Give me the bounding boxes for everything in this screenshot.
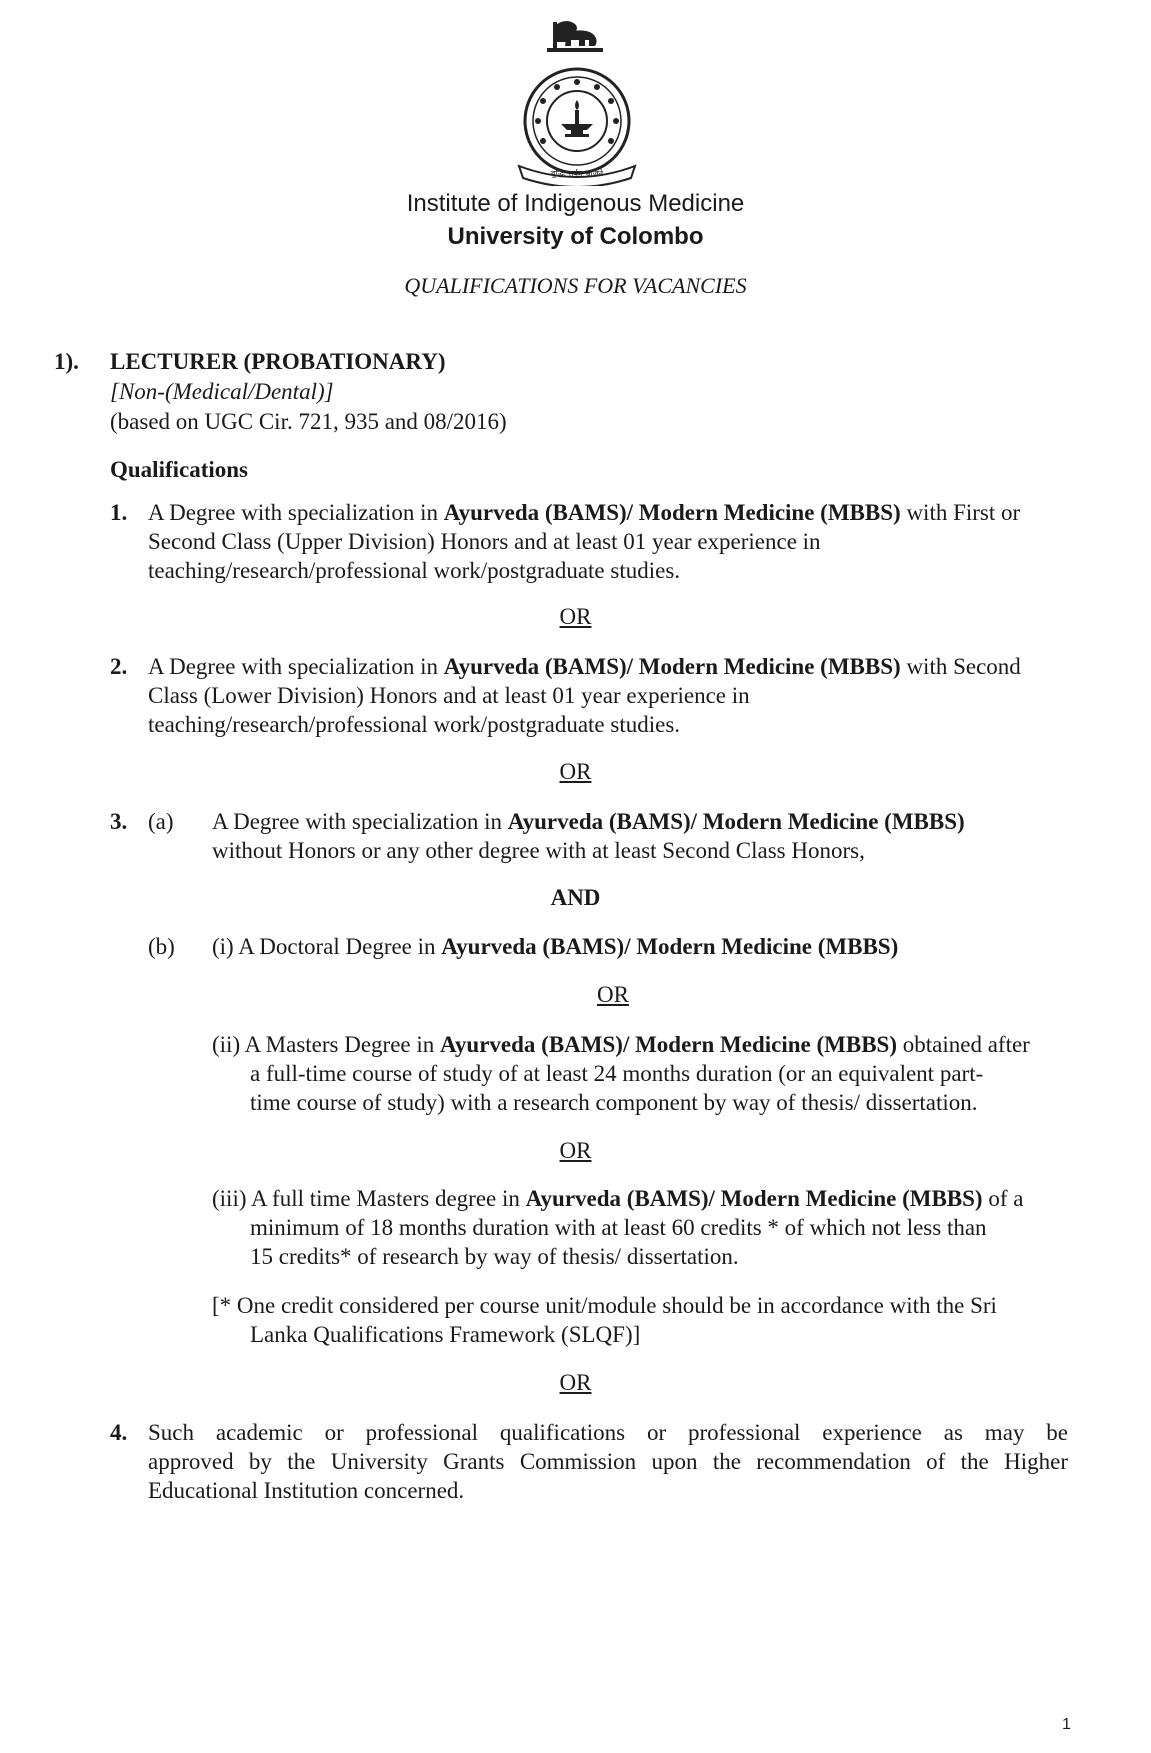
and-separator: AND (550, 885, 601, 910)
or-separator: OR (559, 1138, 592, 1163)
item-3a-label: (a) (148, 809, 174, 834)
item-4-line-2: approved by the University Grants Commission upon the recommendation of the Higher (148, 1449, 1068, 1474)
item-4-line-3: Educational Institution concerned. (148, 1478, 465, 1503)
item-3b-ii-line-1: (ii) A Masters Degree in Ayurveda (BAMS)/ Modern Medicine (MBBS) obtained after (212, 1032, 1030, 1057)
item-2-line-3: teaching/research/professional work/postgraduate studies. (148, 712, 681, 737)
item-3-number: 3. (110, 809, 128, 834)
item-3b-iii-line-3: 15 credits* of research by way of thesis/ dissertation. (250, 1244, 739, 1269)
institute-name: Institute of Indigenous Medicine (406, 190, 745, 217)
specialization-text: Ayurveda (BAMS)/ Modern Medicine (MBBS) (443, 654, 901, 679)
university-name: University of Colombo (447, 223, 704, 250)
or-separator: OR (559, 604, 592, 629)
page-number: 1 (1062, 1716, 1071, 1733)
item-3b-iii-line-2: minimum of 18 months duration with at least 60 credits * of which not less than (250, 1215, 987, 1240)
item-2-number: 2. (110, 654, 128, 679)
or-separator: OR (559, 759, 592, 784)
document-title: QUALIFICATIONS FOR VACANCIES (404, 273, 747, 298)
item-3b-i: (i) A Doctoral Degree in Ayurveda (BAMS)/ Modern Medicine (MBBS) (212, 934, 899, 959)
qualifications-heading: Qualifications (110, 457, 249, 482)
item-1-line-3: teaching/research/professional work/postgraduate studies. (148, 558, 681, 583)
specialization-text: Ayurveda (BAMS)/ Modern Medicine (MBBS) (507, 809, 965, 834)
item-4-line-1: Such academic or professional qualifications or professional experience as may be (148, 1420, 1068, 1445)
item-1-number: 1. (110, 500, 128, 525)
specialization-text: Ayurveda (BAMS)/ Modern Medicine (MBBS) (443, 500, 901, 525)
item-1-line-2: Second Class (Upper Division) Honors and at least 01 year experience in (148, 529, 821, 554)
or-separator: OR (559, 1370, 592, 1395)
section-number: 1). (54, 349, 79, 374)
specialization-text: Ayurveda (BAMS)/ Modern Medicine (MBBS) (440, 1032, 897, 1057)
item-3b-ii-line-2: a full-time course of study of at least 24 months duration (or an equivalent part- (250, 1061, 984, 1086)
section-basis: (based on UGC Cir. 721, 935 and 08/2016) (110, 409, 507, 434)
credit-note-line-2: Lanka Qualifications Framework (SLQF)] (250, 1322, 641, 1347)
item-3b-ii-line-3: time course of study) with a research component by way of thesis/ dissertation. (250, 1090, 978, 1115)
specialization-text: Ayurveda (BAMS)/ Modern Medicine (MBBS) (441, 934, 899, 959)
crest-motto: बुद्धिः सर्वत्र भ्राजते (550, 169, 604, 178)
credit-note-line-1: [* One credit considered per course unit/module should be in accordance with the Sri (212, 1293, 997, 1318)
or-separator: OR (597, 982, 629, 1007)
item-3b-iii-line-1: (iii) A full time Masters degree in Ayurveda (BAMS)/ Modern Medicine (MBBS) of a (212, 1186, 1024, 1211)
section-subtitle: [Non-(Medical/Dental)] (110, 379, 334, 404)
item-3a-line-1: A Degree with specialization in Ayurveda (BAMS)/ Modern Medicine (MBBS) (212, 809, 965, 834)
item-3a-line-2: without Honors or any other degree with at least Second Class Honors, (212, 838, 865, 863)
item-2-line-1: A Degree with specialization in Ayurveda (BAMS)/ Modern Medicine (MBBS) with Second (148, 654, 1021, 679)
section-title: LECTURER (PROBATIONARY) (110, 349, 446, 374)
item-2-line-2: Class (Lower Division) Honors and at least 01 year experience in (148, 683, 750, 708)
university-crest-logo (509, 16, 645, 186)
item-4-number: 4. (110, 1420, 128, 1445)
specialization-text: Ayurveda (BAMS)/ Modern Medicine (MBBS) (525, 1186, 983, 1211)
item-3b-label: (b) (148, 934, 175, 959)
item-1-line-1: A Degree with specialization in Ayurveda (BAMS)/ Modern Medicine (MBBS) with First or (148, 500, 1021, 525)
